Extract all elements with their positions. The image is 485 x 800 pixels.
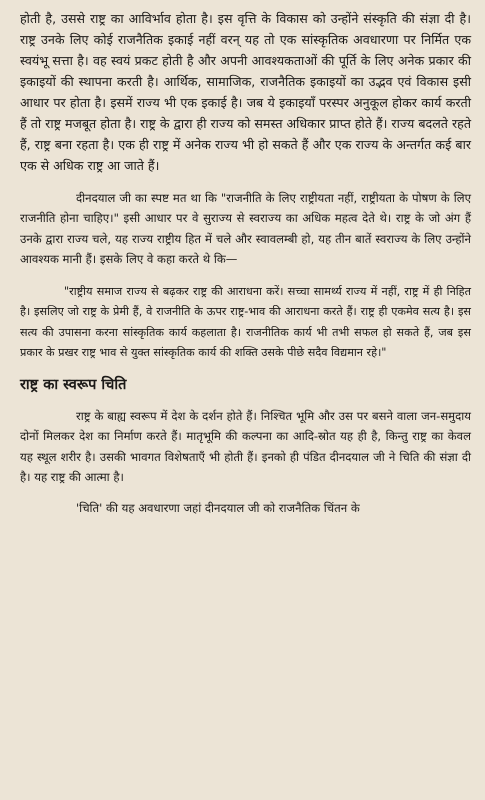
paragraph-nation-concept: होती है, उससे राष्ट्र का आविर्भाव होता है। इस वृत्ति के विकास को उन्होंने संस्कृति की संज्ञा दी है। राष्ट्र उनके लिए कोई राजनैतिक इकाई नहीं वरन् यह तो एक सांस्कृतिक अवधारणा पर निर्मित एक स्वयंभू सत्ता है। वह स्वयं प्रकट होती है और अपनी आवश्यकताओं की पूर्ति के लिए अनेक प्रकार की इकाइयों की स्थापना करती है। आर्थिक, सामाजिक, राजनैतिक इकाइयों का उद्भव एवं विकास इसी आधार पर होता है। इसमें राज्य भी एक इकाई है। जब ये इकाइयाँ परस्पर अनुकूल होकर कार्य करती हैं तो राष्ट्र मजबूत होता है। राष्ट्र के द्वारा ही राज्य को समस्त अधिकार प्राप्त होते हैं। राज्य बदलते रहते हैं, राष्ट्र बना रहता है। एक ही राष्ट्र में अनेक राज्य भी हो सकते हैं और एक राज्य के अन्तर्गत कई बार एक से अधिक राष्ट्र आ जाते हैं। xyxy=(20,11,471,173)
paragraph-deendayal-view: दीनदयाल जी का स्पष्ट मत था कि "राजनीति के लिए राष्ट्रीयता नहीं, राष्ट्रीयता के पोषण के लिए राजनीति होना चाहिए।" इसी आधार पर वे सुराज्य से स्वराज्य का अधिक महत्व देते थे। राष्ट्र के जो अंग हैं उनके द्वारा राज्य चले, यह राज्य राष्ट्रीय हित में चले और स्वावलम्बी हो, यह तीन बातें स्वराज्य के लिए उन्होंने आवश्यक मानी हैं। इसके लिए वे कहा करते थे कि— xyxy=(20,191,471,267)
paragraph-gap xyxy=(20,176,471,188)
paragraph-gap xyxy=(20,270,471,282)
block-quote: "राष्ट्रीय समाज राज्य से बढ़कर राष्ट्र की आराधना करें। सच्चा सामर्थ्य राज्य में नहीं, राष्ट्र में ही निहित है। इसलिए जो राष्ट्र के प्रेमी हैं, वे राजनीति के ऊपर राष्ट्र-भाव की आराधना करते हैं। राष्ट्र ही एकमेव सत्य है। इस सत्य की उपासना करना सांस्कृतिक कार्य कहलाता है। राजनीतिक कार्य भी तभी सफल हो सकते हैं, जब इस प्रकार के प्रखर राष्ट्र भाव से युक्त सांस्कृतिक कार्य की शक्ति उसके पीछे सदैव विद्यमान रहे।" xyxy=(20,284,471,360)
paragraph-chiti-concept: 'चिति' की यह अवधारणा जहां दीनदयाल जी को राजनैतिक चिंतन के xyxy=(76,500,360,515)
section-heading: राष्ट्र का स्वरूप चिति xyxy=(20,377,127,393)
paragraph-nation-form: राष्ट्र के बाह्य स्वरूप में देश के दर्शन होते हैं। निश्चित भूमि और उस पर बसने वाला जन-समुदाय दोनों मिलकर देश का निर्माण करते हैं। मातृभूमि की कल्पना का आदि-स्रोत यह ही है, किन्तु राष्ट्र का केवल यह स्थूल शरीर है। उसकी भावगत विशेषताएँ भी होती हैं। इनको ही पंडित दीनदयाल जी ने चिति की संज्ञा दी है। यह राष्ट्र की आत्मा है। xyxy=(20,409,471,485)
